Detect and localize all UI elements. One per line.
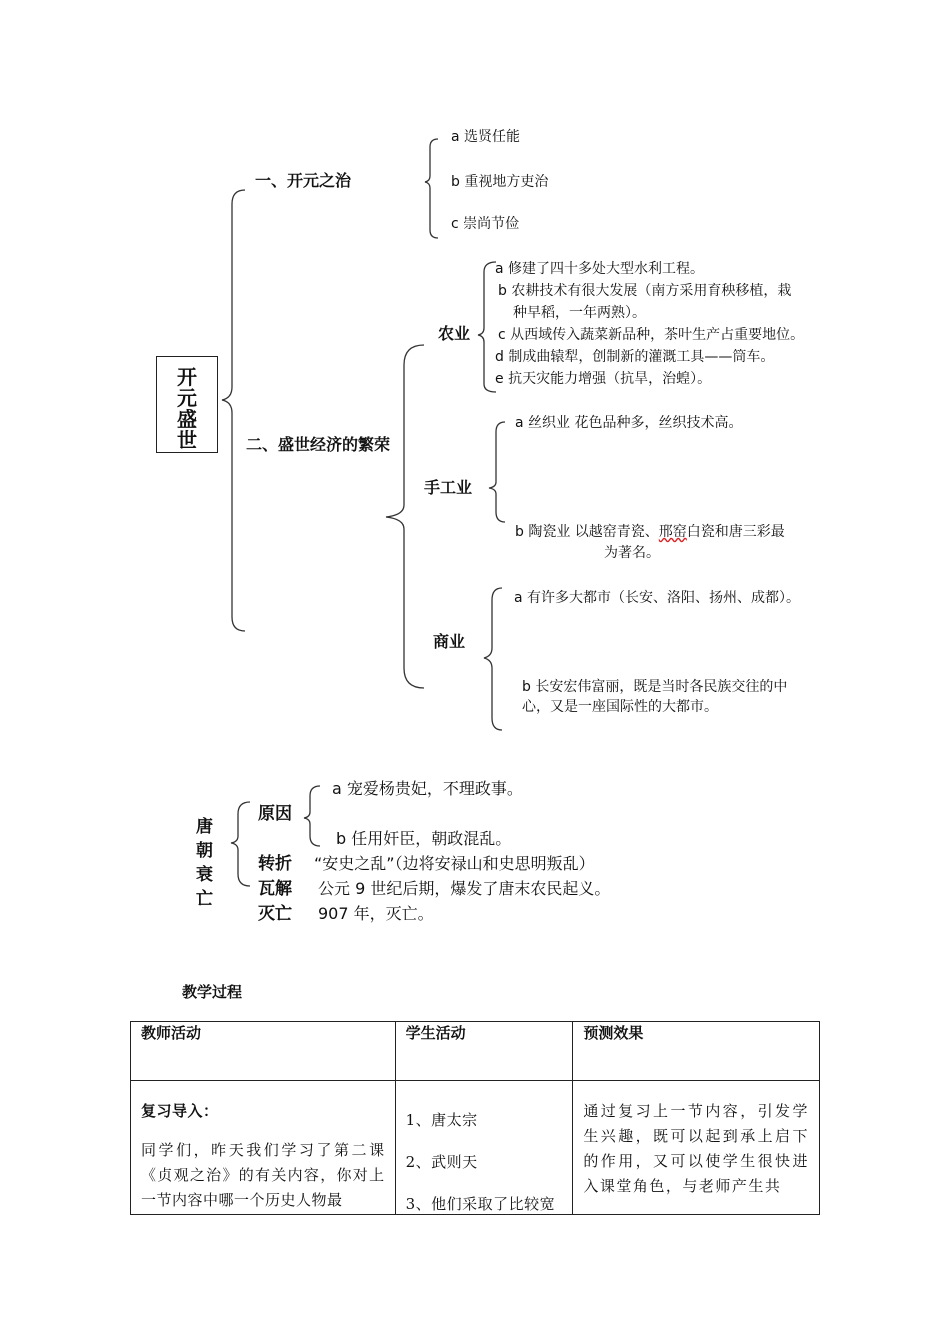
craft-brace <box>489 422 505 522</box>
table-header-row <box>131 1022 820 1081</box>
commerce-item-cont: 心，又是一座国际性的大都市。 <box>522 699 718 715</box>
porcelain-text-red: 邢窑 <box>658 524 687 540</box>
lesson-table <box>130 1021 820 1215</box>
branch-economy-title: 二、盛世经济的繁荣 <box>246 435 391 454</box>
kaiyuan-item: b 重视地方吏治 <box>451 174 549 190</box>
root-char: 盛 <box>177 407 197 431</box>
decline-brace <box>231 802 250 886</box>
collapse-text: 公元 9 世纪后期，爆发了唐末农民起义。 <box>318 879 611 898</box>
decline-title-char: 亡 <box>196 889 213 909</box>
teacher-title: 复习导入： <box>141 1102 219 1120</box>
decline-title-char: 朝 <box>196 841 213 861</box>
root-char: 世 <box>177 428 197 452</box>
kaiyuan-item: c 崇尚节俭 <box>451 216 520 232</box>
agriculture-item: b 农耕技术有很大发展（南方采用育秧移植，栽 <box>498 283 792 299</box>
branch-kaiyuan-title: 一、开元之治 <box>255 171 352 190</box>
agri-brace <box>478 262 496 392</box>
cause-label: 原因 <box>258 804 292 824</box>
decline-title-char: 唐 <box>196 817 213 837</box>
agriculture-item: c 从西域传入蔬菜新品种，茶叶生产占重要地位。 <box>498 327 805 343</box>
root-char: 元 <box>177 386 197 410</box>
kaiyuan-brace <box>425 139 438 238</box>
end-text: 907 年，灭亡。 <box>318 904 434 923</box>
agriculture-item: d 制成曲辕犁，创制新的灌溉工具——筒车。 <box>495 349 775 365</box>
teacher-text: 同学们，昨天我们学习了第二课《贞观之治》的有关内容，你对上一节内容中哪一个历史人物最 <box>141 1141 385 1209</box>
handicraft-title: 手工业 <box>424 478 473 497</box>
teacher-cell <box>131 1081 396 1215</box>
effect-text: 通过复习上一节内容，引发学生兴趣，既可以起到承上启下的作用，又可以使学生很快进入课堂角色，与老师产生共 <box>583 1102 809 1195</box>
commerce-brace <box>484 588 502 730</box>
agriculture-item: a 修建了四十多处大型水利工程。 <box>495 261 705 277</box>
porcelain-text-b: 白瓷和唐三彩最 <box>686 524 785 540</box>
student-cell <box>395 1081 573 1215</box>
student-item: 3、他们采取了比较宽 <box>405 1195 556 1213</box>
agriculture-item: 种早稻，一年两熟）。 <box>513 305 646 321</box>
collapse-label: 瓦解 <box>258 879 292 899</box>
economy-brace <box>386 345 424 688</box>
student-item: 1、唐太宗 <box>405 1111 478 1129</box>
effect-cell <box>573 1081 820 1215</box>
kaiyuan-item: a 选贤任能 <box>451 129 521 145</box>
agriculture-title: 农业 <box>438 324 471 343</box>
end-label: 灭亡 <box>258 904 292 924</box>
commerce-item: a 有许多大都市（长安、洛阳、扬州、成都）。 <box>514 590 801 606</box>
main-brace <box>222 190 245 631</box>
student-item: 2、武则天 <box>405 1153 478 1171</box>
header-teacher: 教师活动 <box>131 1022 396 1081</box>
handicraft-porcelain <box>515 525 785 539</box>
agriculture-item: e 抗天灾能力增强（抗旱，治蝗）。 <box>495 371 712 387</box>
cause-item: b 任用奸臣，朝政混乱。 <box>336 829 512 848</box>
decline-title-char: 衰 <box>196 865 213 885</box>
process-title: 教学过程 <box>182 983 243 1001</box>
commerce-item: b 长安宏伟富丽，既是当时各民族交往的中 <box>522 679 788 695</box>
table-row <box>131 1081 820 1215</box>
turn-label: 转折 <box>258 854 292 874</box>
turn-text: “安史之乱”（边将安禄山和史思明叛乱） <box>314 854 595 873</box>
commerce-title: 商业 <box>433 632 466 651</box>
handicraft-silk: a 丝织业 花色品种多，丝织技术高。 <box>515 415 743 431</box>
header-student: 学生活动 <box>395 1022 573 1081</box>
handicraft-porcelain-cont: 为著名。 <box>604 545 660 561</box>
porcelain-text-a: b 陶瓷业 以越窑青瓷、 <box>515 524 659 540</box>
cause-item: a 宠爱杨贵妃，不理政事。 <box>332 779 523 798</box>
cause-brace <box>304 786 320 846</box>
root-char: 开 <box>177 365 197 389</box>
root-box <box>156 356 218 453</box>
header-effect: 预测效果 <box>573 1022 820 1081</box>
